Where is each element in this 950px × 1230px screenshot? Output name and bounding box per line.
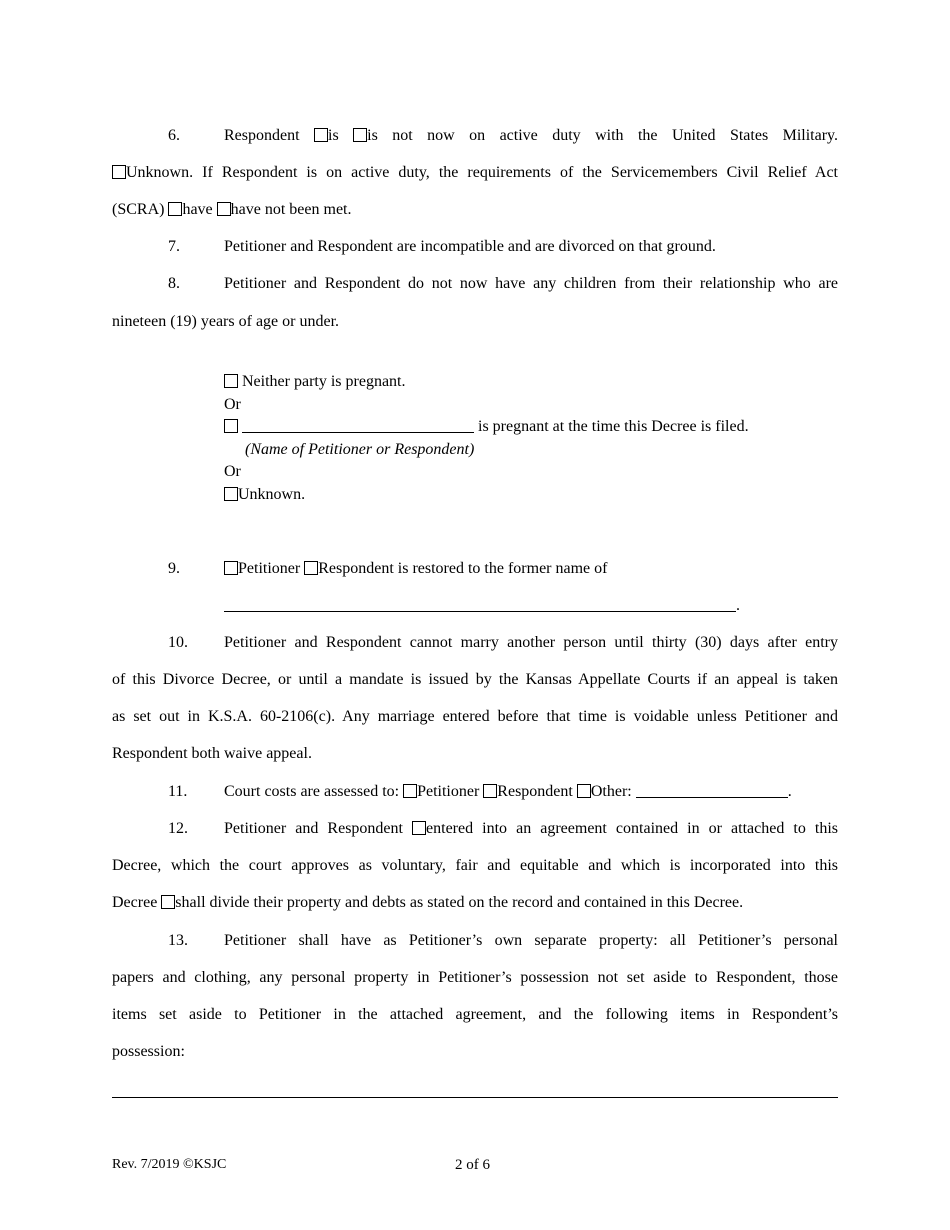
is-checkbox[interactable]	[314, 128, 328, 142]
agreement-checkbox[interactable]	[412, 821, 426, 835]
para-13-number: 13.	[168, 932, 188, 949]
name-hint: (Name of Petitioner or Respondent)	[245, 441, 475, 458]
pregnant-option: is pregnant at the time this Decree is filed.	[224, 416, 824, 438]
neither-pregnant-checkbox[interactable]	[224, 374, 238, 388]
para-10-line-1: 10. Petitioner and Respondent cannot marry another person until thirty (30) days after entry	[112, 632, 838, 654]
para-9-number: 9.	[168, 560, 180, 577]
page-number: 2 of 6	[455, 1157, 490, 1173]
costs-other-checkbox[interactable]	[577, 784, 591, 798]
petitioner-name-checkbox[interactable]	[224, 561, 238, 575]
para-10-number: 10.	[168, 634, 188, 651]
para-6-number: 6.	[168, 127, 180, 144]
or-label-1: Or	[224, 396, 241, 413]
para-6-line-3: (SCRA) have have not been met.	[112, 201, 352, 218]
record-division-checkbox[interactable]	[161, 895, 175, 909]
para-7	[112, 236, 838, 258]
revision-footer: Rev. 7/2019 ©KSJC	[112, 1157, 227, 1172]
para-13-line-2: papers and clothing, any personal property in Petitioner’s possession not set aside to Respondent, those	[112, 969, 838, 986]
para-10-line-4: Respondent both waive appeal.	[112, 745, 312, 762]
para-12-number: 12.	[168, 820, 188, 837]
para-13-line-3: items set aside to Petitioner in the attached agreement, and the following items in Respondent’s	[112, 1006, 838, 1023]
para-6-line-2: Unknown. If Respondent is on active duty, the requirements of the Servicemembers Civil Relief Act	[112, 162, 838, 184]
para-10-line-2: of this Divorce Decree, or until a mandate is issued by the Kansas Appellate Courts if an appeal is taken	[112, 671, 838, 688]
para-8-line-1: 8. Petitioner and Respondent do not now have any children from their relationship who are	[112, 273, 838, 295]
respondent-name-checkbox[interactable]	[304, 561, 318, 575]
former-name-field[interactable]	[224, 595, 736, 612]
para-9: 9. Petitioner Respondent is restored to the former name of	[112, 558, 838, 580]
neither-pregnant-option: Neither party is pregnant.	[224, 371, 824, 393]
para-7-text: Petitioner and Respondent are incompatible and are divorced on that ground.	[224, 238, 716, 255]
unknown-military-checkbox[interactable]	[112, 165, 126, 179]
costs-petitioner-checkbox[interactable]	[403, 784, 417, 798]
unknown-pregnancy-checkbox[interactable]	[224, 487, 238, 501]
para-12-line-3: Decree shall divide their property and debts as stated on the record and contained in this Decree.	[112, 894, 744, 911]
para-8-line-2: nineteen (19) years of age or under.	[112, 313, 340, 330]
para-13-line-1: 13. Petitioner shall have as Petitioner’s own separate property: all Petitioner’s personal	[112, 930, 838, 952]
para-7-number: 7.	[168, 238, 180, 255]
items-entry-line[interactable]	[112, 1097, 838, 1098]
unknown-pregnancy-option: Unknown.	[224, 484, 824, 506]
or-label-2: Or	[224, 463, 241, 480]
costs-other-field[interactable]	[636, 781, 788, 798]
para-12-line-1: 12. Petitioner and Respondent entered into an agreement contained in or attached to this	[112, 818, 838, 840]
scra-have-checkbox[interactable]	[168, 202, 182, 216]
para-6-text: Respondent is is not now on active duty with the United States Military.	[224, 127, 839, 144]
costs-respondent-checkbox[interactable]	[483, 784, 497, 798]
is-not-checkbox[interactable]	[353, 128, 367, 142]
para-13-line-4: possession:	[112, 1043, 185, 1060]
para-11-number: 11.	[168, 783, 188, 800]
scra-have-not-checkbox[interactable]	[217, 202, 231, 216]
para-12-line-2: Decree, which the court approves as voluntary, fair and equitable and which is incorporated into this	[112, 857, 838, 874]
para-11: 11. Court costs are assessed to: Petitioner Respondent Other: .	[112, 781, 838, 803]
para-10-line-3: as set out in K.S.A. 60-2106(c). Any marriage entered before that time is voidable unless Petitioner and	[112, 708, 838, 725]
pregnant-party-name-field[interactable]	[242, 416, 474, 433]
former-name-line: .	[224, 595, 824, 617]
para-8-number: 8.	[168, 275, 180, 292]
pregnant-checkbox[interactable]	[224, 419, 238, 433]
para-6-line-1	[112, 125, 838, 147]
